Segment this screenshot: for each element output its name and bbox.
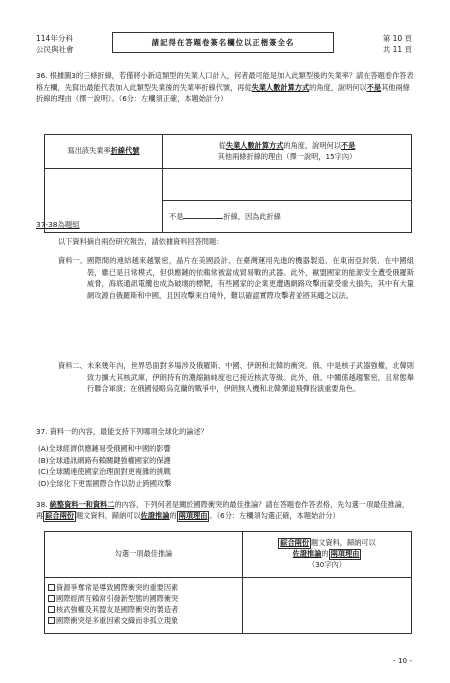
q36-left-header-emphasis: 折線代號 bbox=[110, 146, 140, 156]
question-36 bbox=[36, 70, 414, 105]
q38-table-left-header: 勾選一項最佳推論 bbox=[45, 532, 243, 578]
q38-right-header-emphasis-3: 兩項理由 bbox=[330, 549, 360, 559]
material-1-label: 資料一、 bbox=[58, 256, 87, 265]
q38-table-right-header bbox=[243, 532, 412, 578]
q36-answer-reason-cell[interactable] bbox=[163, 169, 412, 233]
q38-right-header-emphasis-2: 佐證推論 bbox=[292, 549, 322, 559]
exam-year: 114年分科 bbox=[36, 34, 73, 43]
q36-right-header-line-2: 其他兩條折線的理由（擇一說明，15字內） bbox=[217, 151, 357, 161]
q38-text-3: 的 bbox=[169, 511, 177, 521]
checkbox-icon[interactable] bbox=[48, 606, 55, 613]
section-intro: 以下資料摘自兩份研究報告，請依據資料回答問題： bbox=[58, 237, 224, 246]
q36-right-header-emphasis-2: 不是 bbox=[340, 141, 356, 151]
q38-emphasis-1: 統整資料一和資料二 bbox=[49, 500, 115, 509]
q38-emphasis-3: 佐證推論 bbox=[140, 511, 170, 521]
q36-reason-pre: 不是 bbox=[169, 212, 184, 221]
q38-option-list bbox=[45, 578, 243, 634]
material-2 bbox=[58, 360, 414, 395]
material-2-label: 資料二、 bbox=[58, 361, 87, 370]
q38-option-label: 資源爭奪常是導致國際衝突的重要因素 bbox=[56, 583, 179, 592]
material-1-body: 國際間的連結越來越緊密，晶片在美國設計、在臺灣運用先進的機器製造、在東南亞封裝、在中國組裝，雖已是日常模式，但供應鏈的依賴常被當成貿易戰的武器。此外，歐盟國家的能源安全遭受俄羅斯威脅，海底通訊電纜也成為破壞的標靶，有些國家的企業更遭遇網路攻擊而蒙受重大損失，其中有大量網攻源自俄羅斯和中國，且因攻擊來自境外，難以確認實際攻擊者並將其繩之以法。 bbox=[87, 256, 414, 300]
q36-text-3: 其他兩條折線的理由（擇一說明）。（6分：左欄須正確，本題始計分） bbox=[36, 82, 410, 104]
q38-emphasis-4: 兩項理由 bbox=[178, 511, 208, 521]
q36-answer-table bbox=[44, 134, 412, 233]
q36-right-header-emphasis-1: 失業人數計算方式 bbox=[225, 141, 284, 151]
q37-option-d[interactable]: (D)全球化下更需國際合作以防止跨國攻擊 bbox=[38, 478, 172, 488]
q38-option-label: 核武強權及其盟友是國際衝突的製造者 bbox=[56, 605, 179, 615]
q36-table-right-header bbox=[163, 135, 412, 169]
q38-text-2: 題文資料，歸納可以 bbox=[75, 511, 141, 521]
q36-right-header-mid: 的角度，說明何以 bbox=[283, 141, 341, 151]
header-right bbox=[383, 34, 412, 56]
q36-line-blank[interactable] bbox=[183, 210, 223, 219]
q38-text-4: 。（6分：左欄須勾選正確，本題始計分） bbox=[209, 511, 340, 521]
question-37-options bbox=[38, 443, 171, 490]
q36-right-header-pre: 從 bbox=[218, 141, 226, 151]
question-38 bbox=[36, 499, 414, 522]
header-left bbox=[36, 34, 74, 56]
q38-right-header-text-2: 的 bbox=[321, 549, 329, 559]
checkbox-icon[interactable] bbox=[48, 595, 55, 602]
q36-text-2: 的角度，說明何以 bbox=[309, 82, 367, 92]
q38-answer-table bbox=[44, 531, 412, 634]
q38-option-row[interactable] bbox=[48, 593, 239, 604]
exam-subject: 公民與社會 bbox=[36, 44, 74, 54]
q38-number: 38. bbox=[36, 500, 50, 509]
q38-right-header-text-1: 題文資料，歸納可以 bbox=[311, 538, 376, 548]
q38-option-row[interactable] bbox=[48, 604, 239, 615]
total-pages-label: 共 11 頁 bbox=[382, 44, 412, 54]
q36-left-header-text: 寫出該失業率 bbox=[67, 146, 111, 156]
q37-option-a[interactable]: (A)全球經濟供應鏈易受俄國和中國的影響 bbox=[38, 444, 171, 453]
checkbox-icon[interactable] bbox=[48, 584, 55, 591]
q36-table-left-header bbox=[45, 135, 163, 169]
page-number-label: 第 10 頁 bbox=[382, 34, 412, 43]
q38-text-1: 的內容，下列何者是關於國際衝突的最佳推論？請在答題卷作答表格，先勾選一項最佳推論，再 bbox=[36, 500, 410, 521]
checkbox-icon[interactable] bbox=[48, 617, 55, 624]
q36-reason-row bbox=[163, 200, 411, 232]
q38-option-label: 國際衝突是多重因素交織而非孤立現象 bbox=[56, 616, 179, 626]
q37-option-c[interactable]: (C)全球關連使國家治理面對更複雜的挑戰 bbox=[38, 467, 171, 477]
q38-answer-reason-cell[interactable] bbox=[243, 578, 412, 634]
material-2-body: 未來幾年內，世界恐面對多場涉及俄羅斯、中國、伊朗和北韓的衝突。俄、中是核子武器強權，北韓則致力擴大其核武庫，伊朗持有的濃縮鈾純度也已接近核武等級。此外，俄、中關係越趨緊密，且常態舉行聯合軍演；在俄國侵略烏克蘭的戰爭中，伊朗無人機和北韓彈道飛彈扮演重要角色。 bbox=[87, 361, 414, 394]
footer-page-number: - 10 - bbox=[393, 656, 412, 665]
q38-option-label: 國際經濟互賴常引發新型態的國際衝突 bbox=[56, 594, 179, 604]
material-1 bbox=[58, 255, 414, 302]
signature-reminder-banner: 請記得在答題卷簽名欄位以正楷簽全名 bbox=[112, 32, 334, 53]
q38-right-header-emphasis-1: 綜合兩份 bbox=[280, 538, 310, 548]
q38-right-header-line-3: （30字內） bbox=[308, 559, 346, 569]
q37-option-b[interactable]: (B)全球通訊網路有賴關鍵強權國家的保護 bbox=[38, 455, 171, 465]
q38-emphasis-2: 綜合兩份 bbox=[45, 511, 74, 521]
q36-text-1: 36. 根據圖3的三條折線，若僅將小新這類型的失業人口計入，何者最可能是加入此類型後的失業率？請在答題卷作答表格左欄，先寫出最能代表加入此類型失業後的失業率折線代號，再從 bbox=[36, 71, 414, 92]
q38-option-row[interactable] bbox=[48, 615, 239, 626]
q36-emphasis-2: 不是 bbox=[366, 82, 382, 92]
q36-reason-post: 折線，因為此折線 bbox=[223, 212, 281, 221]
q36-emphasis-1: 失業人數計算方式 bbox=[251, 82, 310, 92]
q38-option-row[interactable] bbox=[48, 582, 239, 593]
question-37-stem: 37. 資料一的內容，最能支持下列哪項全球化的論述？ bbox=[36, 427, 208, 436]
section-title: 37-38為題組 bbox=[36, 220, 80, 229]
